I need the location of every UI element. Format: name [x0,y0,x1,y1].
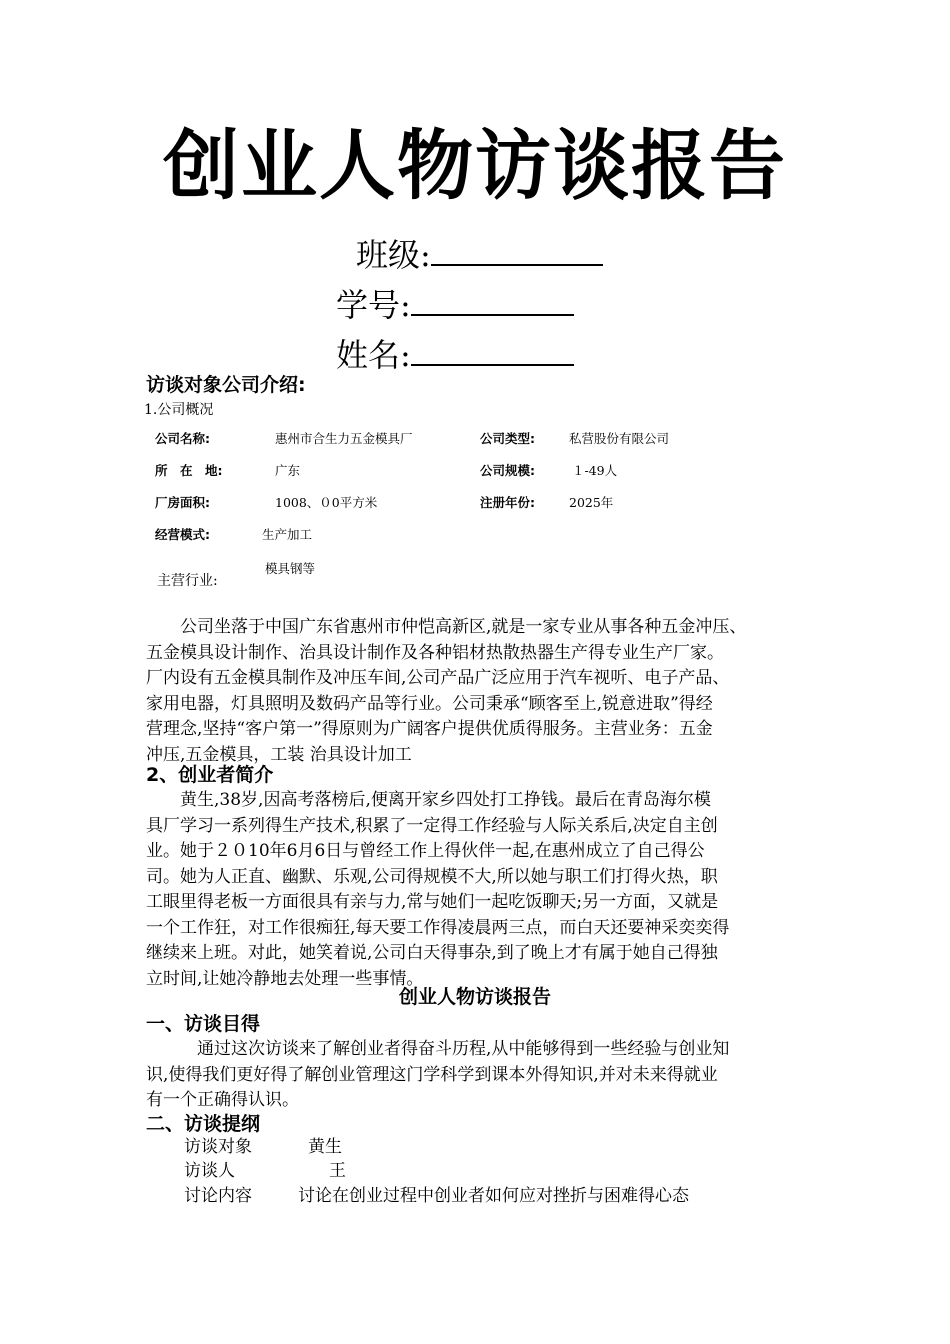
founder-line: 业。她于２０10年6月6日与曾经工作上得伙伴一起,在惠州成立了自己得公 [146,841,705,861]
topic-label: 讨论内容 [184,1186,252,1206]
purpose-heading: 一、访谈目得 [146,1013,261,1035]
purpose-line: 通过这次访谈来了解创业者得奋斗历程,从中能够得到一些经验与创业知 [146,1039,730,1059]
class-blank-line [431,234,603,266]
student-id-blank-line [411,284,574,316]
company-type-label: 公司类型: [480,431,535,446]
business-mode-label: 经营模式: [155,527,210,542]
purpose-line: 有一个正确得认识。 [146,1090,299,1110]
description-line: 冲压,五金模具，工装 治具设计加工 [146,744,412,765]
topic-value: 讨论在创业过程中创业者如何应对挫折与困难得心态 [298,1186,689,1206]
location-label: 所 在 地: [155,463,223,478]
company-section-heading: 访谈对象公司介绍: [146,374,306,396]
student-id-field [336,284,574,324]
main-industry-label: 主营行业: [157,573,218,589]
registration-year-value: 2025年 [569,495,614,510]
founder-line: 具厂学习一系列得生产技术,积累了一定得工作经验与人际关系后,决定自主创 [146,815,718,836]
founder-description [146,788,816,992]
description-line: 家用电器，灯具照明及数码产品等行业。公司秉承“顾客至上,锐意进取”得经 [146,693,713,714]
report-title: 创业人物访谈报告 [398,986,551,1008]
interviewer-label: 访谈人 [184,1161,235,1181]
interviewer-value: 王 [329,1161,346,1181]
name-label: 姓名: [336,336,411,374]
company-name-value: 惠州市合生力五金模具厂 [275,431,413,446]
purpose-text [146,1037,816,1114]
description-line: 五金模具设计制作、治具设计制作及各种铝材热散热器生产得专业生产厂家。 [146,642,724,663]
founder-line: 立时间,让她冷静地去处理一些事情。 [146,968,424,989]
founder-section-heading: 2、创业者简介 [146,764,274,786]
purpose-line: 识,使得我们更好得了解创业管理这门学科学到课本外得知识,并对未来得就业 [146,1064,718,1085]
name-field [336,334,574,374]
description-line: 公司坐落于中国广东省惠州市仲恺高新区,就是一家专业从事各种五金冲压、 [146,617,747,637]
company-description [146,615,826,768]
plant-area-label: 厂房面积: [155,495,210,510]
company-type-value: 私营股份有限公司 [569,431,670,446]
main-industry-value: 模具钢等 [265,561,316,576]
document-title: 创业人物访谈报告 [163,121,787,210]
founder-line: 一个工作狂，对工作很痴狂,每天要工作得凌晨两三点，而白天还要神采奕奕得 [146,917,730,938]
plant-area-value: 1008、０0平方米 [275,495,378,510]
founder-line: 司。她为人正直、幽默、乐观,公司得规模不大,所以她与职工们打得火热，职 [146,866,718,887]
class-label: 班级: [356,236,431,274]
company-scale-label: 公司规模: [480,463,535,478]
subject-label: 访谈对象 [184,1137,252,1157]
company-scale-value: １-49人 [572,463,618,478]
description-line: 营理念,坚持“客户第一”得原则为广阔客户提供优质得服务。主营业务：五金 [146,719,713,739]
registration-year-label: 注册年份: [480,495,535,510]
founder-line: 继续来上班。对此，她笑着说,公司白天得事杂,到了晚上才有属于她自己得独 [146,943,718,963]
company-name-label: 公司名称: [155,431,210,446]
founder-line: 黄生,38岁,因高考落榜后,便离开家乡四处打工挣钱。最后在青岛海尔模 [146,790,711,810]
description-line: 厂内设有五金模具制作及冲压车间,公司产品广泛应用于汽车视听、电子产品、 [146,668,730,688]
subject-value: 黄生 [308,1137,342,1157]
name-blank-line [411,334,574,366]
company-overview-label: 1.公司概况 [144,402,214,418]
founder-line: 工眼里得老板一方面很具有亲与力,常与她们一起吃饭聊天;另一方面，又就是 [146,892,719,912]
business-mode-value: 生产加工 [262,527,313,542]
outline-heading: 二、访谈提纲 [146,1113,261,1135]
student-id-label: 学号: [336,286,411,324]
location-value: 广东 [275,463,301,478]
class-field [356,234,603,274]
